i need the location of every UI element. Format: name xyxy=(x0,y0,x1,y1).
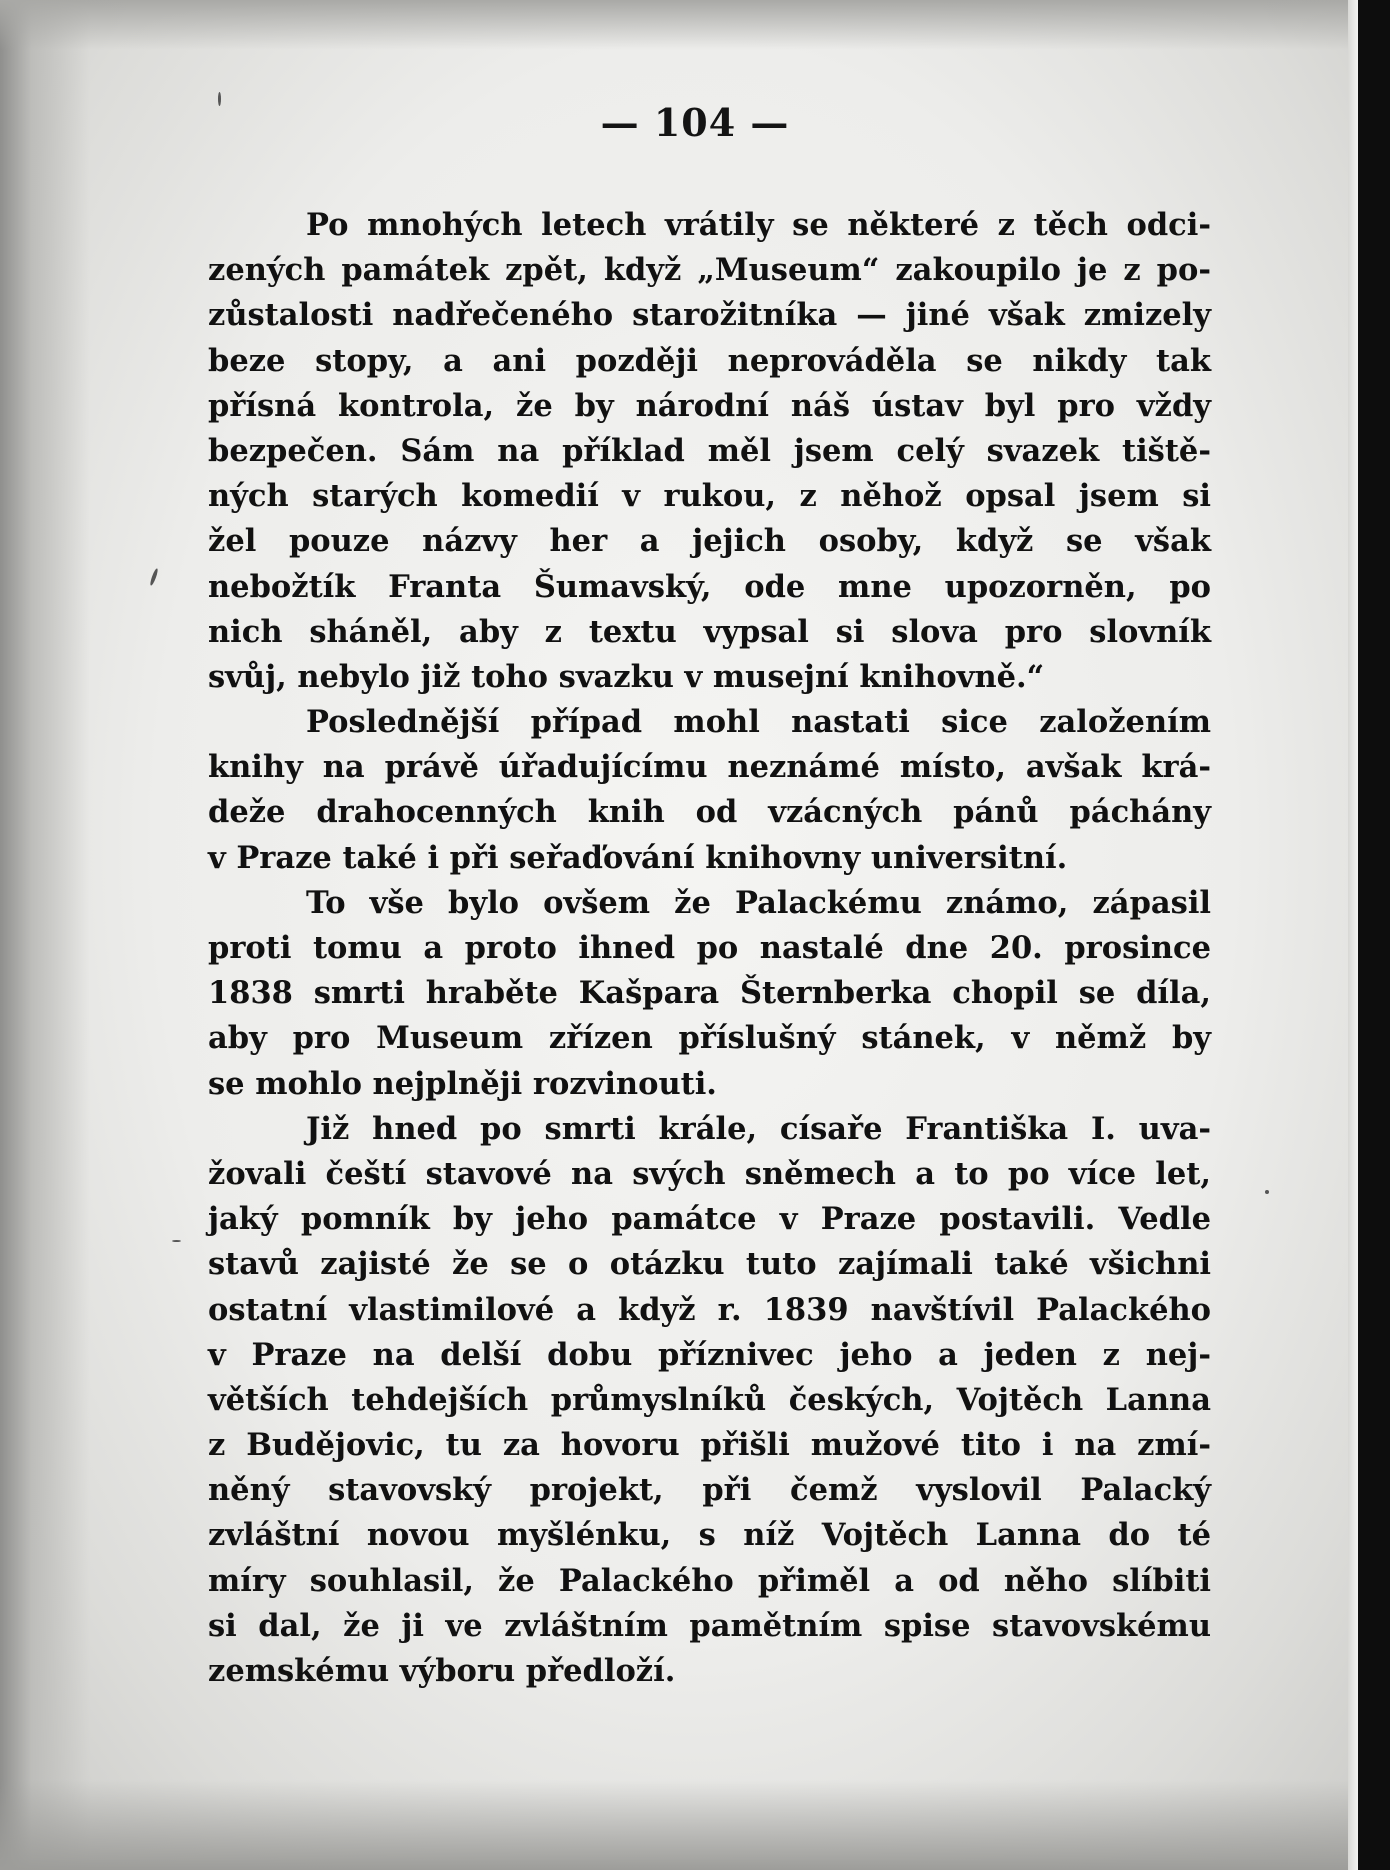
text-line: Již hned po smrti krále, císaře Františka I. uva- xyxy=(306,1110,1211,1147)
text-line: deže drahocenných knih od vzácných pánů páchány xyxy=(208,794,1211,831)
text-line: 1838 smrti hraběte Kašpara Šternberka chopil se díla, xyxy=(208,975,1211,1012)
text-line: si dal, že ji ve zvláštním pamětním spise stavovskému xyxy=(208,1607,1211,1644)
text-line: Poslednější případ mohl nastati sice založením xyxy=(306,704,1211,741)
dust-speck xyxy=(149,568,159,586)
page-right-gutter xyxy=(1348,0,1358,1870)
text-line: něný stavovský projekt, při čemž vyslovil Palacký xyxy=(208,1472,1211,1509)
dust-speck xyxy=(172,1240,181,1242)
text-line: knihy na právě úřadujícímu neznámé místo, avšak krá- xyxy=(208,749,1211,786)
body-text xyxy=(208,203,1211,1694)
page-top-shadow xyxy=(0,0,1390,50)
text-line: větších tehdejších průmyslníků českých, Vojtěch Lanna xyxy=(208,1381,1211,1418)
text-line: nich sháněl, aby z textu vypsal si slova pro slovník xyxy=(208,613,1211,650)
scan-border-right xyxy=(1358,0,1390,1870)
page-bottom-shadow xyxy=(0,1780,1390,1870)
text-line: žel pouze názvy her a jejich osoby, když se však xyxy=(208,523,1211,560)
page-left-shadow xyxy=(0,0,90,1870)
text-line: zvláštní novou myšlénku, s níž Vojtěch Lanna do té xyxy=(208,1517,1211,1554)
text-line: To vše bylo ovšem že Palackému známo, zápasil xyxy=(306,884,1211,921)
text-line: Po mnohých letech vrátily se některé z těch odci- xyxy=(306,207,1211,243)
text-line: zemskému výboru předloží. xyxy=(208,1653,676,1689)
text-line: se mohlo nejplněji rozvinouti. xyxy=(208,1065,717,1102)
page-number: — 104 — xyxy=(600,100,790,145)
text-line: aby pro Museum zřízen příslušný stánek, v němž by xyxy=(208,1020,1211,1057)
text-line: stavů zajisté že se o otázku tuto zajímali také všichni xyxy=(208,1246,1211,1283)
text-line: z Budějovic, tu za hovoru přišli mužové tito i na zmí- xyxy=(208,1427,1211,1464)
dust-speck xyxy=(1265,1190,1269,1194)
text-line: zůstalosti nadřečeného starožitníka — jiné však zmizely xyxy=(208,297,1211,334)
text-line: přísná kontrola, že by národní náš ústav byl pro vždy xyxy=(208,387,1211,424)
text-line: bezpečen. Sám na příklad měl jsem celý svazek tiště- xyxy=(208,432,1211,469)
text-line: míry souhlasil, že Palackého přiměl a od něho slíbiti xyxy=(208,1562,1211,1599)
text-line: zených památek zpět, když „Museum“ zakoupilo je z po- xyxy=(208,252,1211,289)
text-line: v Praze také i při seřaďování knihovny universitní. xyxy=(208,839,1068,876)
text-line: v Praze na delší dobu příznivec jeho a jeden z nej- xyxy=(208,1336,1211,1373)
text-line: jaký pomník by jeho památce v Praze postavili. Vedle xyxy=(208,1201,1211,1238)
text-line: svůj, nebylo již toho svazku v musejní knihovně.“ xyxy=(208,658,1045,695)
text-line: ostatní vlastimilové a když r. 1839 navštívil Palackého xyxy=(208,1291,1211,1328)
text-line: nebožtík Franta Šumavský, ode mne upozorněn, po xyxy=(208,568,1211,605)
text-line: beze stopy, a ani později neprováděla se nikdy tak xyxy=(208,342,1211,379)
text-line: proti tomu a proto ihned po nastalé dne 20. prosince xyxy=(208,930,1211,966)
text-line: ných starých komedií v rukou, z něhož opsal jsem si xyxy=(208,478,1211,515)
text-line: žovali čeští stavové na svých sněmech a to po více let, xyxy=(208,1155,1211,1192)
